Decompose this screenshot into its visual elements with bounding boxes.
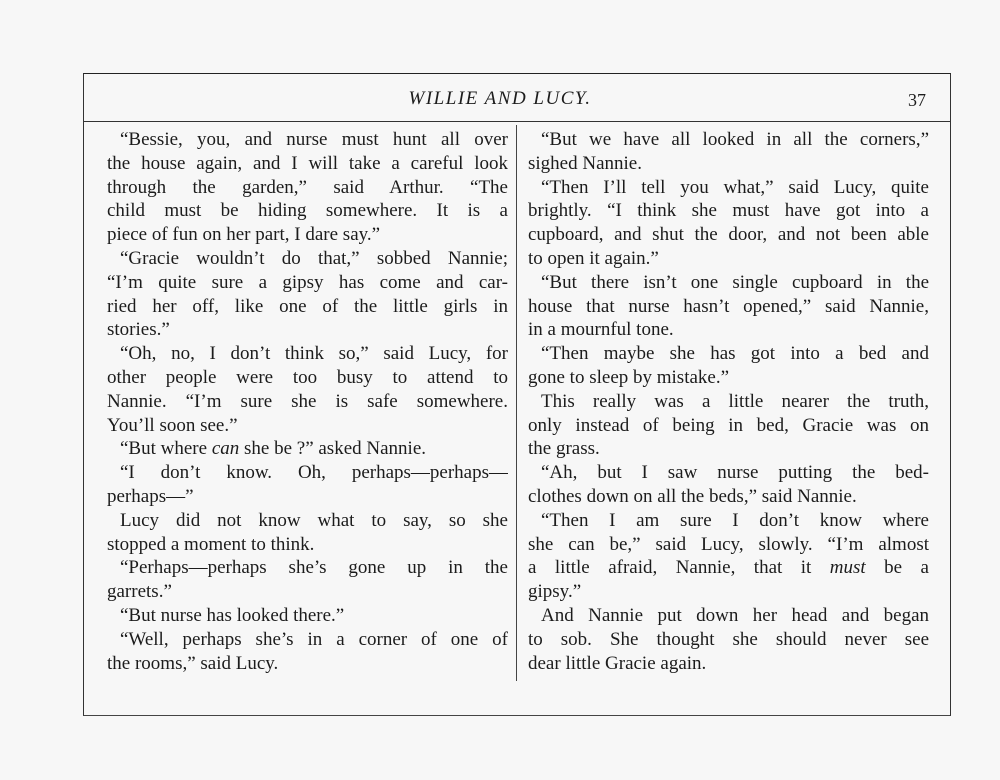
text-line: she can be,” said Lucy, slowly. “I’m almost	[528, 533, 929, 555]
text-line: clothes down on all the beds,” said Nannie.	[528, 485, 857, 507]
text-line: stopped a moment to think.	[107, 533, 315, 555]
text-line: perhaps—”	[107, 485, 194, 507]
header-rule	[83, 121, 951, 122]
text-line: other people were too busy to attend to	[107, 366, 508, 388]
text-line: “But we have all looked in all the corners,”	[541, 129, 929, 150]
text-line: “Then I’ll tell you what,” said Lucy, quite	[541, 176, 929, 198]
text-line: to open it again.”	[528, 247, 659, 269]
text-line: the rooms,” said Lucy.	[107, 652, 279, 674]
text-line: “Gracie wouldn’t do that,” sobbed Nannie;	[120, 247, 508, 269]
text-line: “Well, perhaps she’s in a corner of one of	[120, 628, 508, 650]
text-line: to sob. She thought she should never see	[528, 628, 929, 650]
text-line: the house again, and I will take a careful look	[107, 152, 508, 174]
text-line: in a mournful tone.	[528, 319, 674, 341]
left-column	[107, 128, 508, 675]
text-line: piece of fun on her part, I dare say.”	[107, 224, 381, 246]
text-line: “Perhaps—perhaps she’s gone up in the	[120, 557, 508, 579]
text-line: dear little Gracie again.	[528, 652, 707, 674]
emphasis: can	[211, 438, 240, 460]
right-column	[528, 128, 929, 675]
text-line: sighed Nannie.	[528, 152, 642, 174]
text-line: Nannie. “I’m sure she is safe somewhere.	[107, 390, 508, 412]
emphasis: must	[829, 557, 866, 579]
text-line: gipsy.”	[528, 581, 582, 603]
text-line: stories.”	[107, 319, 170, 341]
text-line: “Then maybe she has got into a bed and	[541, 343, 929, 365]
text-line: Lucy did not know what to say, so she	[120, 509, 508, 531]
text-line: “I don’t know. Oh, perhaps—perhaps—	[120, 462, 508, 484]
page-number: 37	[908, 90, 926, 110]
text-line: You’ll soon see.”	[107, 414, 238, 436]
column-divider	[516, 125, 517, 681]
text-line: gone to sleep by mistake.”	[528, 366, 730, 388]
text-line: “Then I am sure I don’t know where	[541, 509, 929, 531]
running-title: WILLIE AND LUCY.	[408, 88, 592, 109]
text-line: child must be hiding somewhere. It is a	[107, 200, 508, 222]
text-line: the grass.	[528, 438, 600, 460]
text-line: only instead of being in bed, Gracie was on	[528, 414, 929, 436]
text-line: “Bessie, you, and nurse must hunt all over	[120, 129, 508, 150]
text-line: And Nannie put down her head and began	[541, 604, 929, 626]
text-line: brightly. “I think she must have got into a	[528, 200, 929, 222]
text-line: garrets.”	[107, 581, 172, 603]
text-line: a little afraid, Nannie, that it must be a	[528, 557, 929, 579]
text-line: This really was a little nearer the truth,	[541, 390, 929, 412]
text-line: “But there isn’t one single cupboard in the	[541, 271, 929, 293]
text-line: “Oh, no, I don’t think so,” said Lucy, for	[120, 343, 508, 365]
text-line: cupboard, and shut the door, and not been able	[528, 224, 929, 246]
text-line: ried her off, like one of the little girls in	[107, 295, 508, 317]
text-line: “But where can she be ?” asked Nannie.	[120, 438, 427, 460]
text-line: “But nurse has looked there.”	[120, 604, 345, 626]
text-line: “I’m quite sure a gipsy has come and car-	[107, 271, 508, 293]
text-line: through the garden,” said Arthur. “The	[107, 176, 508, 198]
text-line: “Ah, but I saw nurse putting the bed-	[541, 462, 929, 484]
text-line: house that nurse hasn’t opened,” said Nannie,	[528, 295, 929, 317]
